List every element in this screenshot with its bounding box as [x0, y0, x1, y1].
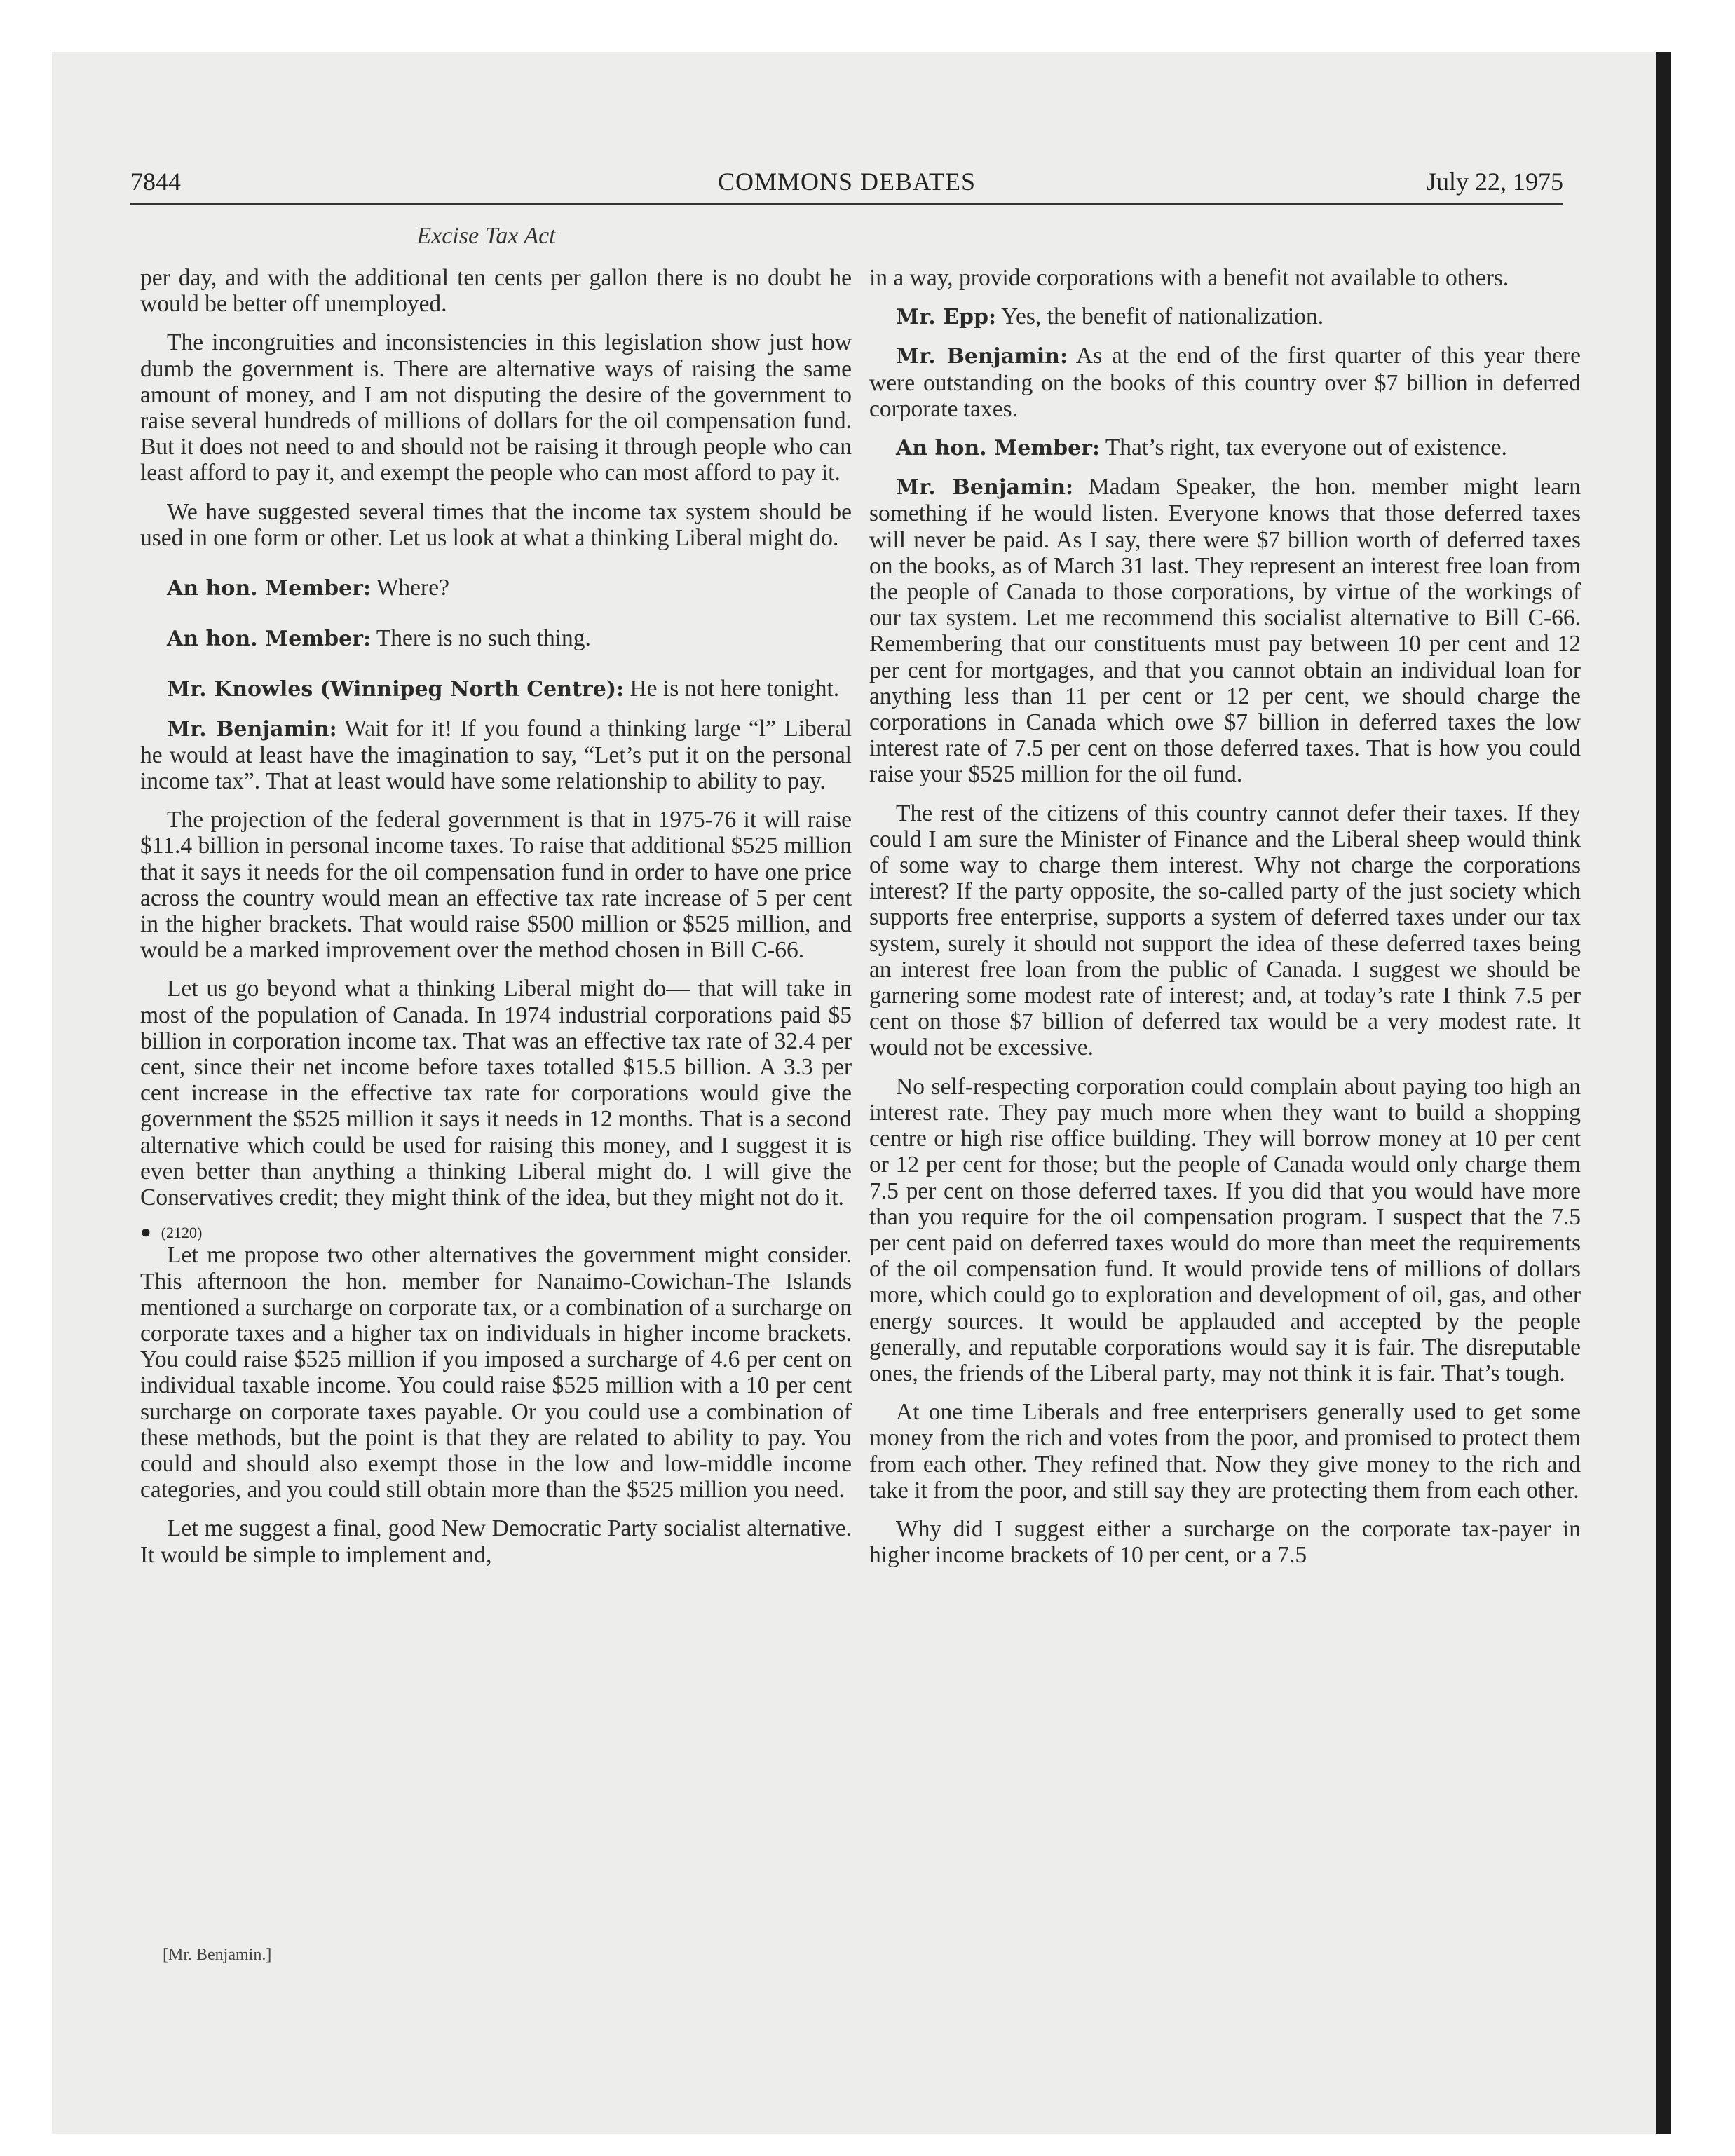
speaker-name: An hon. Member:: [896, 436, 1101, 461]
page-header: [130, 167, 1563, 206]
speech: [140, 676, 852, 702]
time-marker-text: (2120): [161, 1224, 203, 1242]
speech: [869, 474, 1581, 787]
speaker-name: Mr. Benjamin:: [167, 716, 337, 742]
paragraph: in a way, provide corporations with a benefit not available to others.: [869, 265, 1509, 291]
speech: [140, 625, 852, 652]
speech-text: Madam Speaker, the hon. member might learn something if he would listen. Everyone knows that those deferred taxes will never be paid. As I say, there were $7 billion worth of deferred taxes on the books, as of March 31 last. They represent an interest free loan from the people of Canada to those corporations, by virtue of the workings of our tax system. Let me recommend this socialist alternative to Bill C-66. Remembering that our constituents must pay between 10 per cent and 12 per cent for mortgages, and that you cannot obtain an individual loan for anything less than 11 per cent or 12 per cent, we should charge the corporations in Canada which owe $7 billion in deferred taxes the low interest rate of 7.5 per cent on those deferred taxes. That is how you could raise your $525 million for the oil fund.: [869, 474, 1581, 788]
speech-text: Wait for it! If you found a thinking large “l” Liberal he would at least have the imagination to say, “Let’s put it on the personal income tax”. That at least would have some relationship to ability to pay.: [140, 715, 852, 795]
speech: [869, 303, 1581, 330]
speech-text: That’s right, tax everyone out of existence.: [1100, 435, 1507, 461]
paragraph: The incongruities and inconsistencies in this legislation show just how dumb the government is. There are alternative ways of raising the same amount of money, and I am not disputing the desire of the government to raise several hundreds of millions of dollars for the oil compensation fund. But it does not need to and should not be raising it through people who can least afford to pay it, and exempt the people who can most afford to pay it.: [140, 329, 852, 486]
paragraph: The projection of the federal government is that in 1975-76 it will raise $11.4 billion in personal income taxes. To raise that additional $525 million that it says it needs for the oil compensation fund in order to have one price across the country would mean an effective tax rate increase of 5 per cent in the higher brackets. That would raise $500 million or $525 million, and would be a marked improvement over the method chosen in Bill C-66.: [140, 807, 852, 964]
speech-text: Yes, the benefit of nationalization.: [996, 303, 1324, 330]
speaker-name: An hon. Member:: [167, 627, 372, 652]
speech-text: There is no such thing.: [371, 625, 591, 652]
time-marker: [140, 1223, 852, 1242]
paragraph: Let me propose two other alternatives the government might consider. This afternoon the hon. member for Nanaimo-Cowichan-The Islands mentioned a surcharge on corporate tax, or a combination of a surcharge on corporate taxes and a higher tax on individuals in higher income brackets. You could raise $525 million if you imposed a surcharge of 4.6 per cent on individual taxable income. You could raise $525 million with a 10 per cent surcharge on corporate taxes payable. Or you could use a combination of these methods, but the point is that they are related to ability to pay. You could and should also exempt those in the low and low-middle income categories, and you could still obtain more than the $525 million you need.: [140, 1242, 852, 1503]
speech-text: As at the end of the first quarter of this year there were outstanding on the books of this country over $7 billion in deferred corporate taxes.: [869, 343, 1581, 422]
scan-edge-shadow: [1656, 52, 1671, 2134]
footer-speaker-note: [Mr. Benjamin.]: [163, 1946, 272, 1964]
paragraph: No self-respecting corporation could complain about paying too high an interest rate. They pay much more when they want to build a shopping centre or high rise office building. They will borrow money at 10 per cent or 12 per cent for those; but the people of Canada would only charge them 7.5 per cent on those deferred taxes. If you did that you would have more than you require for the oil compensation program. I suspect that the 7.5 per cent paid on deferred taxes would do more than meet the requirements of the oil compensation fund. It would provide tens of millions of dollars more, which could go to exploration and development of oil, gas, and other energy sources. It would be applauded and accepted by the people generally, and reputable corporations would say it is fair. The disreputable ones, the friends of the Liberal party, may not think it is fair. That’s tough.: [869, 1073, 1581, 1386]
paragraph: Let me suggest a final, good New Democratic Party socialist alternative. It would be simple to implement and,: [140, 1515, 852, 1568]
paragraph: We have suggested several times that the income tax system should be used in one form or other. Let us look at what a thinking Liberal might do.: [140, 498, 852, 551]
paragraph: The rest of the citizens of this country cannot defer their taxes. If they could I am sure the Minister of Finance and the Liberal sheep would think of some way to charge them interest. Why not charge the corporations interest? If the party opposite, the so-called party of the just society which supports free enterprise, supports a system of deferred taxes under our tax system, surely it should not support the idea of these deferred taxes being an interest free loan from the public of Canada. I suggest we should be garnering some modest rate of interest; and, at today’s rate I think 7.5 per cent on those $7 billion of deferred tax would be a very modest rate. It would not be excessive.: [869, 800, 1581, 1061]
paragraph: Let us go beyond what a thinking Liberal might do— that will take in most of the population of Canada. In 1974 industrial corporations paid $5 billion in corporation income tax. That was an effective tax rate of 32.4 per cent, since their net income before taxes totalled $15.5 billion. A 3.3 per cent increase in the effective tax rate for corporations would give the government the $525 million it says it needs in 12 months. That is a second alternative which could be used for raising this money, and I suggest it is even better than anything a thinking Liberal might do. I will give the Conservatives credit; they might think of the idea, but they might not do it.: [140, 976, 852, 1211]
speaker-name: An hon. Member:: [167, 576, 372, 601]
speaker-name: Mr. Knowles (Winnipeg North Centre):: [167, 677, 625, 702]
speech-text: Where?: [371, 575, 449, 601]
right-column: [869, 265, 1581, 1581]
speech: [869, 343, 1581, 422]
speech: [869, 435, 1581, 461]
paragraph: Why did I suggest either a surcharge on the corporate tax-payer in higher income brackets of 10 per cent, or a 7.5: [869, 1515, 1581, 1569]
speech: [140, 716, 852, 795]
speaker-name: Mr. Epp:: [896, 305, 997, 330]
speaker-name: Mr. Benjamin:: [896, 344, 1068, 369]
left-column: [140, 265, 852, 1581]
bullet-icon: ●: [140, 1222, 151, 1243]
publication-title: COMMONS DEBATES: [717, 168, 977, 196]
publication-date: July 22, 1975: [1426, 168, 1563, 196]
speaker-name: Mr. Benjamin:: [896, 475, 1074, 500]
running-head: Excise Tax Act: [416, 223, 556, 249]
paragraph: At one time Liberals and free enterprisers generally used to get some money from the rich and votes from the poor, and promised to protect them from each other. They refined that. Now they give money to the rich and take it from the poor, and still say they are protecting them from each other.: [869, 1399, 1581, 1503]
paragraph: per day, and with the additional ten cents per gallon there is no doubt he would be better off unemployed.: [140, 265, 852, 318]
page-number: 7844: [130, 168, 181, 196]
speech: [140, 575, 852, 601]
header-rule: [130, 203, 1563, 205]
speech-text: He is not here tonight.: [624, 676, 840, 702]
